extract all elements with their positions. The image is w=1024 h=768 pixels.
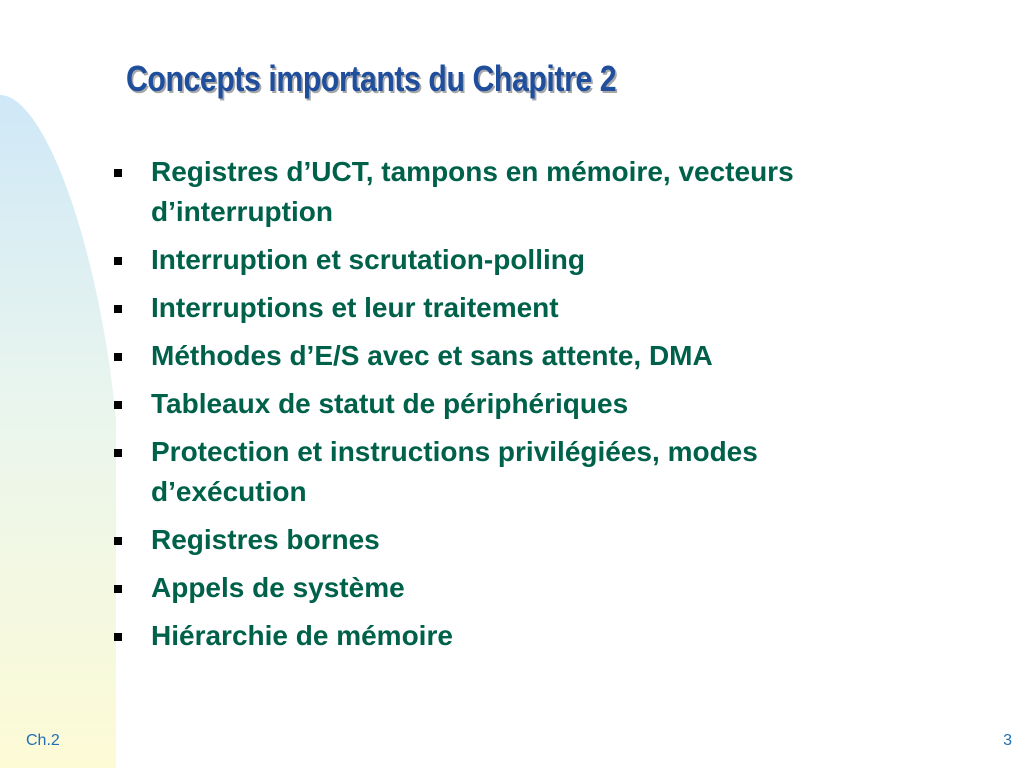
bullet-item: [112, 240, 912, 280]
square-bullet-icon: [114, 169, 122, 177]
bullet-item: [112, 568, 912, 608]
square-bullet-icon: [114, 401, 122, 409]
bullet-text: Appels de système: [151, 572, 405, 603]
square-bullet-icon: [114, 257, 122, 265]
footer-page-number: 3: [1003, 732, 1012, 749]
bullet-text: Interruptions et leur traitement: [151, 292, 559, 323]
square-bullet-icon: [114, 537, 122, 545]
bullet-text: Hiérarchie de mémoire: [151, 620, 453, 651]
bullet-item: [112, 432, 912, 512]
square-bullet-icon: [114, 305, 122, 313]
bullet-text: Interruption et scrutation-polling: [151, 244, 585, 275]
bullet-text: Registres bornes: [151, 524, 380, 555]
left-gradient-band: [0, 0, 130, 768]
bullet-text: Méthodes d’E/S avec et sans attente, DMA: [151, 340, 713, 371]
footer-chapter-label: Ch.2: [26, 732, 60, 749]
bullet-item: [112, 616, 912, 656]
bullet-item: [112, 152, 912, 232]
bullet-text: Registres d’UCT, tampons en mémoire, vecteurs d’interruption: [151, 156, 794, 227]
bullet-text: Tableaux de statut de périphériques: [151, 388, 629, 419]
bullet-item: [112, 336, 912, 376]
square-bullet-icon: [114, 585, 122, 593]
bullet-item: [112, 384, 912, 424]
bullet-list: [112, 152, 912, 664]
square-bullet-icon: [114, 633, 122, 641]
square-bullet-icon: [114, 449, 122, 457]
bullet-text: Protection et instructions privilégiées, modes d’exécution: [151, 436, 758, 507]
square-bullet-icon: [114, 353, 122, 361]
slide-title: Concepts importants du Chapitre 2: [126, 58, 617, 99]
bullet-item: [112, 288, 912, 328]
bullet-item: [112, 520, 912, 560]
